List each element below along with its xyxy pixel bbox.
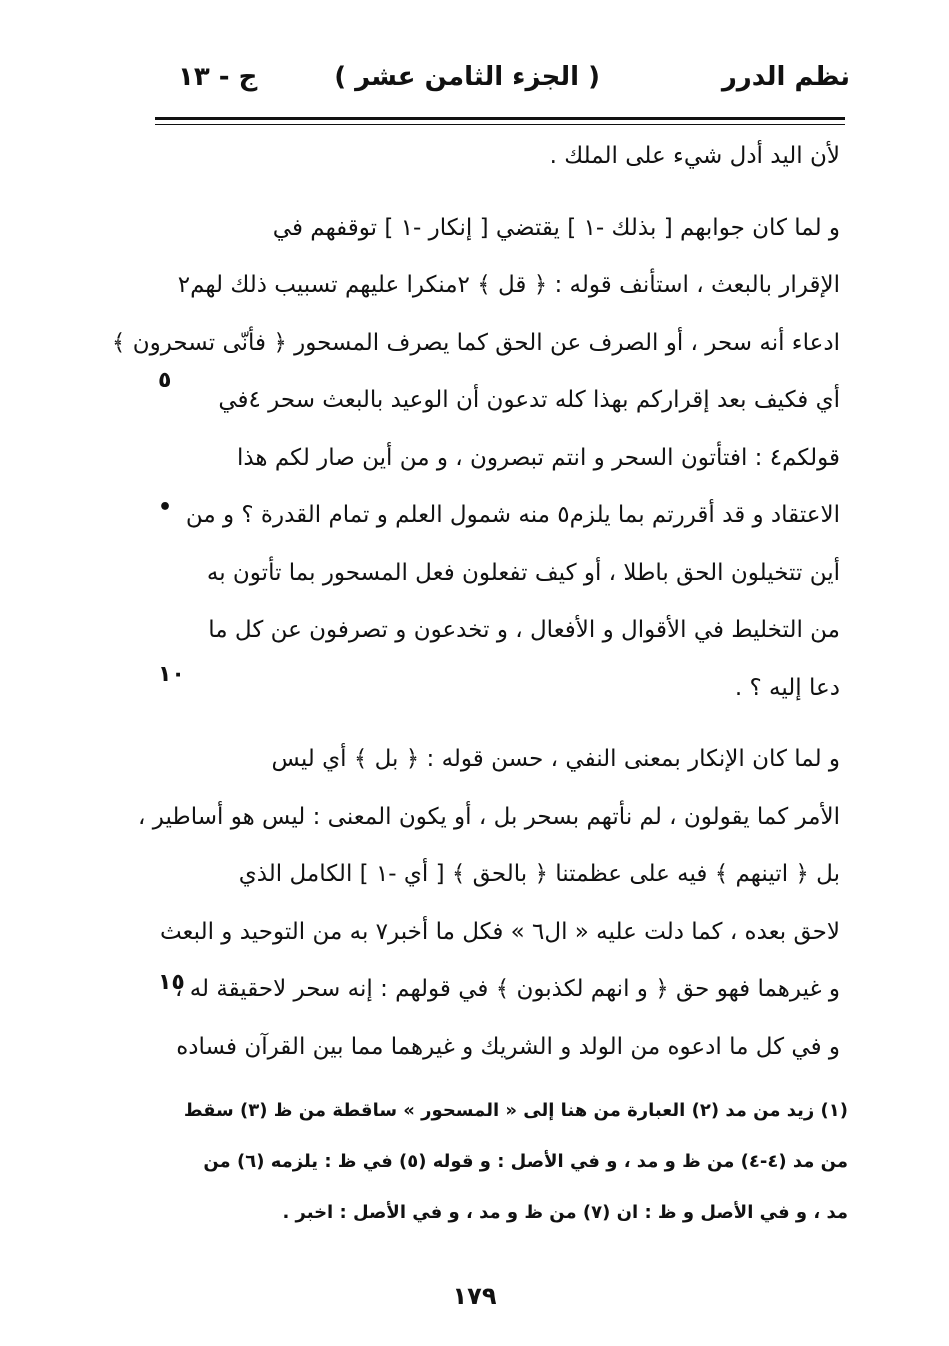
text-line: بل ﴿ اتينهم ﴾ فيه على عظمتنا ﴿ بالحق ﴾ [ أي -١ ] الكامل الذي xyxy=(238,861,840,887)
footnote-line: (١) زيد من مد (٢) العبارة من هنا إلى « المسحور » ساقطة من ظ (٣) سقط xyxy=(183,1100,848,1121)
text-line: دعا إليه ؟ . xyxy=(734,674,840,701)
text-line: ادعاء أنه سحر ، أو الصرف عن الحق كما يصرف المسحور ﴿ فأنّى تسحرون ﴾ xyxy=(111,329,840,356)
book-title: نظم الدرر xyxy=(721,62,850,92)
footnote-line: من مد (٤-٤) من ظ و مد ، و في الأصل : و قوله (٥) في ظ : يلزمه (٦) من xyxy=(203,1151,848,1172)
footnote-line: مد ، و في الأصل و ظ : ان (٧) من ظ و مد ، و في الأصل : اخبر . xyxy=(282,1202,848,1223)
text-line: لأن اليد أدل شيء على الملك . xyxy=(549,143,840,169)
text-line: و لما كان جوابهم [ بذلك -١ ] يقتضي [ إنكار -١ ] توقفهم في xyxy=(272,214,840,241)
text-line: الاعتقاد و قد أقررتم بما يلزم٥ منه شمول العلم و تمام القدرة ؟ و من xyxy=(185,502,840,528)
text-line: الأمر كما يقولون ، لم نأتهم بسحر بل ، أو يكون المعنى : ليس هو أساطير ، xyxy=(138,803,840,830)
part-title: ( الجزء الثامن عشر ) xyxy=(334,62,600,92)
text-line: أي فكيف بعد إقراركم بهذا كله تدعون أن الوعيد بالبعث سحر ٤في xyxy=(218,387,840,413)
page-header xyxy=(150,52,850,108)
footnotes xyxy=(183,1085,848,1238)
header-rule-thin xyxy=(155,124,845,125)
text-line: و غيرهما فهو حق ﴿ و انهم لكذبون ﴾ في قولهم : إنه سحر لاحقيقة له ، xyxy=(174,976,840,1002)
text-line: لاحق بعده ، كما دلت عليه « ال٦ » فكل ما أخبر٧ به من التوحيد و البعث xyxy=(159,918,840,945)
line-number-10: ١٠ xyxy=(158,662,185,687)
header-rule-thick xyxy=(155,117,845,120)
page-number: ١٧٩ xyxy=(452,1282,497,1310)
line-number-5: ٥ xyxy=(158,368,172,393)
text-line: أين تتخيلون الحق باطلا ، أو كيف تفعلون فعل المسحور بما تأتون به xyxy=(206,559,840,586)
margin-mark: • xyxy=(158,495,173,520)
volume-number: ج - ١٣ xyxy=(178,62,258,92)
text-line: من التخليط في الأقوال و الأفعال ، و تخدعون و تصرفون عن كل ما xyxy=(208,617,840,643)
text-line: و لما كان الإنكار بمعنى النفي ، حسن قوله : ﴿ بل ﴾ أي ليس xyxy=(271,746,840,772)
text-line: قولكم٤ : افتأتون السحر و انتم تبصرون ، و من أين صار لكم هذا xyxy=(236,444,840,471)
text-line: و في كل ما ادعوه من الولد و الشريك و غيرهما مما بين القرآن فساده xyxy=(176,1033,840,1060)
text-line: الإقرار بالبعث ، استأنف قوله : ﴿ قل ﴾ ٢منكرا عليهم تسبيب ذلك لهم٢ xyxy=(177,272,840,298)
line-number-15: ١٥ xyxy=(158,970,185,995)
